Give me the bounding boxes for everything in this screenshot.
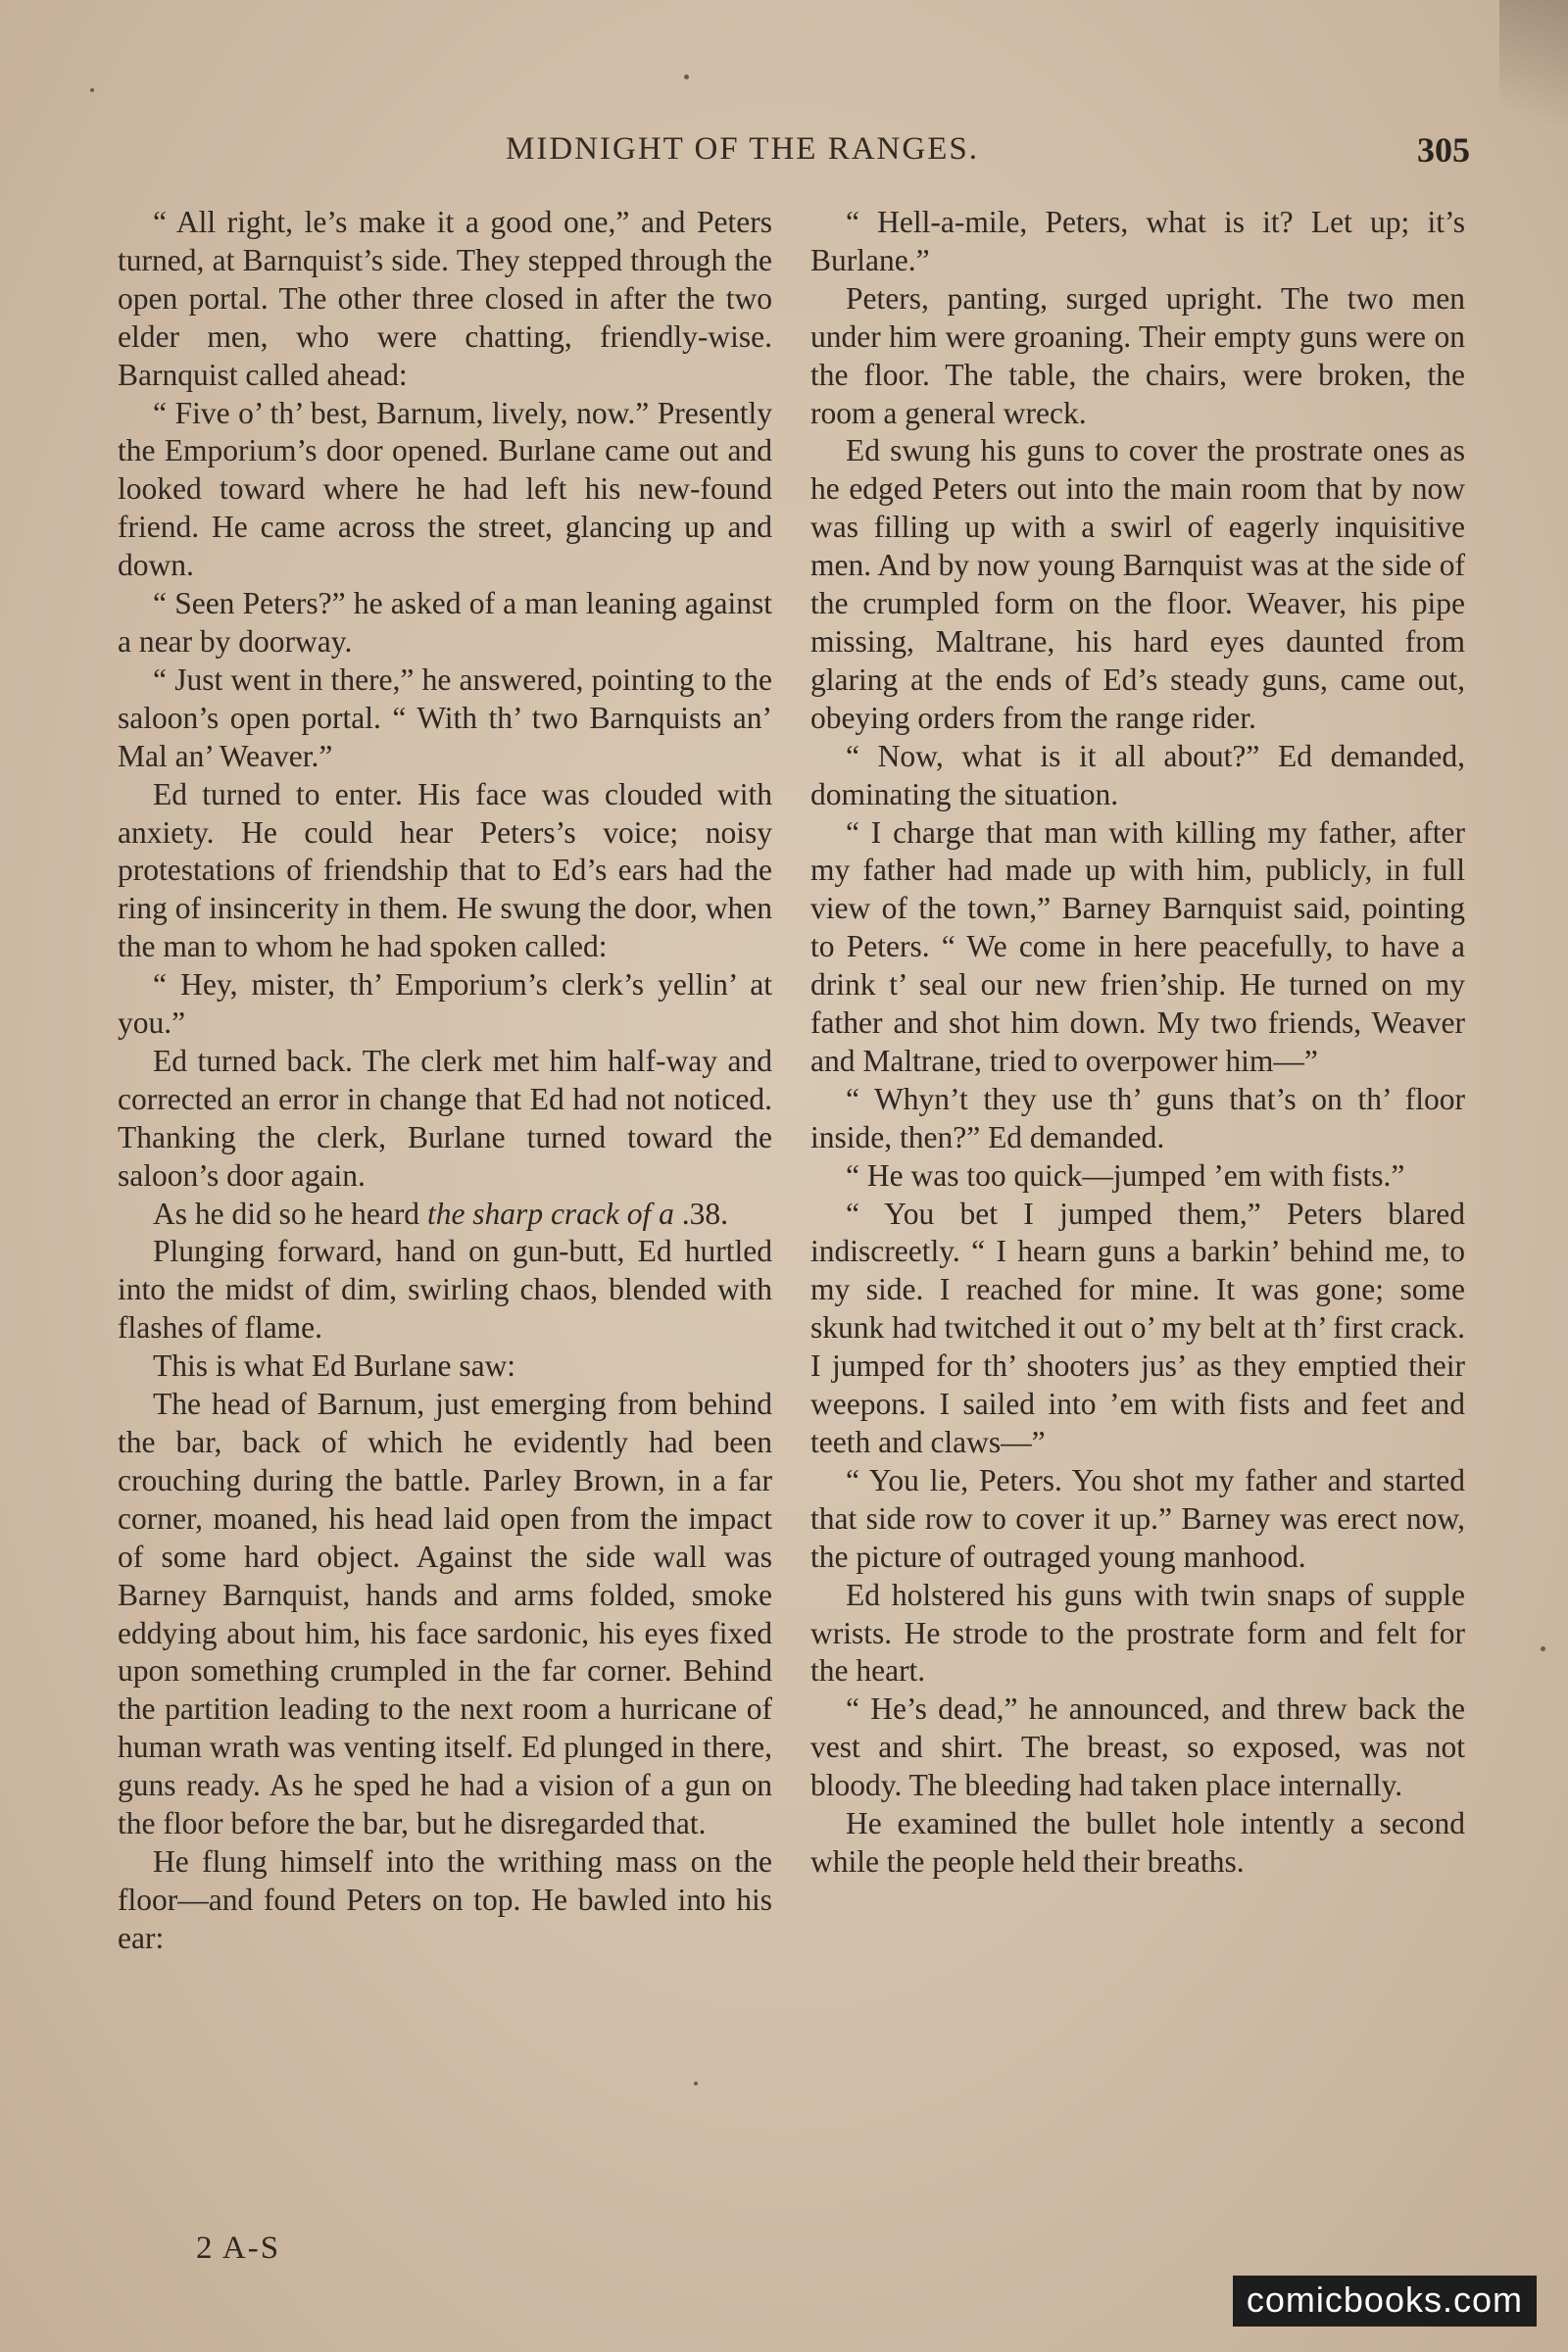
paragraph: Plunging forward, hand on gun-butt, Ed hurtled into the midst of dim, swirling chaos, blended with flashes of flame. bbox=[118, 1234, 772, 1346]
left-column bbox=[118, 204, 772, 1958]
paragraph: He examined the bullet hole intently a second while the people held their breaths. bbox=[810, 1806, 1465, 1879]
paragraph: “ Whyn’t they use th’ guns that’s on th’ floor inside, then?” Ed demanded. bbox=[810, 1081, 1465, 1154]
paragraph: “ All right, le’s make it a good one,” and Peters turned, at Barnquist’s side. They stepped through the open portal. The other three closed in after the two elder men, who were chatting, friendly-wise. Barnquist called ahead: bbox=[118, 205, 772, 392]
paragraph: This is what Ed Burlane saw: bbox=[153, 1348, 516, 1384]
paragraph: Ed turned back. The clerk met him half-way and corrected an error in change that Ed had not noticed. Thanking the clerk, Burlane turned toward the saloon’s door again. bbox=[118, 1043, 772, 1193]
paragraph-text: .38. bbox=[673, 1196, 729, 1231]
paragraph: Ed swung his guns to cover the prostrate ones as he edged Peters out into the main room that by now was filling up with a swirl of eagerly inquisitive men. And by now young Barnquist was at the side of the crumpled form on the floor. Weaver, his pipe missing, Maltrane, his hard eyes daunted from glaring at the ends of Ed’s steady guns, came out, obeying orders from the range rider. bbox=[810, 433, 1465, 735]
paragraph: “ Now, what is it all about?” Ed demanded, dominating the situation. bbox=[810, 738, 1465, 811]
paragraph-text: As he did so he heard bbox=[153, 1196, 427, 1231]
paragraph: “ Seen Peters?” he asked of a man leaning against a near by doorway. bbox=[118, 586, 772, 659]
paper-speck bbox=[90, 88, 94, 92]
paper-speck bbox=[684, 74, 689, 79]
paragraph: “ Just went in there,” he answered, pointing to the saloon’s open portal. “ With th’ two Barnquists an’ Mal an’ Weaver.” bbox=[118, 662, 772, 773]
page-number: 305 bbox=[1417, 130, 1470, 170]
paragraph: “ Hey, mister, th’ Emporium’s clerk’s yellin’ at you.” bbox=[118, 967, 772, 1041]
page-corner-shadow bbox=[1499, 0, 1568, 167]
paragraph: The head of Barnum, just emerging from behind the bar, back of which he evidently had been crouching during the battle. Parley Brown, in a far corner, moaned, his head laid open from the impact of some hard object. Against the side wall was Barney Barnquist, hands and arms folded, smoke eddying about him, his face sardonic, his eyes fixed upon something crumpled in the far corner. Behind the partition leading to the next room a hurricane of human wrath was venting itself. Ed plunged in there, guns ready. As he sped he had a vision of a gun on the floor before the bar, but he disregarded that. bbox=[118, 1387, 772, 1841]
paragraph-sharp-crack bbox=[118, 1196, 772, 1234]
paragraph: “ Hell-a-mile, Peters, what is it? Let up; it’s Burlane.” bbox=[810, 205, 1465, 277]
paragraph: “ I charge that man with killing my father, after my father had made up with him, publicly, in full view of the town,” Barney Barnquist said, pointing to Peters. “ We come in here peacefully, to have a drink t’ seal our new frien’ship. He turned on my father and shot him down. My two friends, Weaver and Maltrane, tried to overpower him—” bbox=[810, 814, 1465, 1078]
paragraph: “ He’s dead,” he announced, and threw back the vest and shirt. The breast, so exposed, was not bloody. The bleeding had taken place internally. bbox=[810, 1691, 1465, 1803]
paper-speck bbox=[1541, 1646, 1545, 1651]
right-column bbox=[810, 204, 1465, 1882]
paragraph: Peters, panting, surged upright. The two men under him were groaning. Their empty guns were on the floor. The table, the chairs, were broken, the room a general wreck. bbox=[810, 280, 1465, 430]
paragraph: “ He was too quick—jumped ’em with fists.” bbox=[846, 1157, 1405, 1193]
paragraph: “ You lie, Peters. You shot my father and started that side row to cover it up.” Barney was erect now, the picture of outraged young manhood. bbox=[810, 1462, 1465, 1574]
running-head bbox=[500, 131, 1470, 176]
signature-mark: 2 A-S bbox=[196, 2230, 281, 2266]
paragraph: “ Five o’ th’ best, Barnum, lively, now.” Presently the Emporium’s door opened. Burlane came out and looked toward where he had left his new-found friend. He came across the street, glancing up and down. bbox=[118, 395, 772, 583]
watermark-logo: comicbooks.com bbox=[1233, 2276, 1537, 2327]
paper-speck bbox=[694, 2082, 698, 2085]
running-title: MIDNIGHT OF THE RANGES. bbox=[506, 131, 979, 167]
italic-phrase: the sharp crack of a bbox=[426, 1196, 674, 1231]
paragraph: He flung himself into the writhing mass on the floor—and found Peters on top. He bawled into his ear: bbox=[118, 1843, 772, 1955]
paragraph: “ You bet I jumped them,” Peters blared indiscreetly. “ I hearn guns a barkin’ behind me, to my side. I reached for mine. It was gone; some skunk had twitched it out o’ my belt at th’ first crack. I jumped for th’ shooters jus’ as they emptied their weepons. I sailed into ’em with fists and feet and teeth and claws—” bbox=[810, 1196, 1465, 1459]
paragraph: Ed holstered his guns with twin snaps of supple wrists. He strode to the prostrate form and felt for the heart. bbox=[810, 1577, 1465, 1689]
paragraph: Ed turned to enter. His face was clouded with anxiety. He could hear Peters’s voice; noisy protestations of friendship that to Ed’s ears had the ring of insincerity in them. He swung the door, when the man to whom he had spoken called: bbox=[118, 776, 772, 964]
